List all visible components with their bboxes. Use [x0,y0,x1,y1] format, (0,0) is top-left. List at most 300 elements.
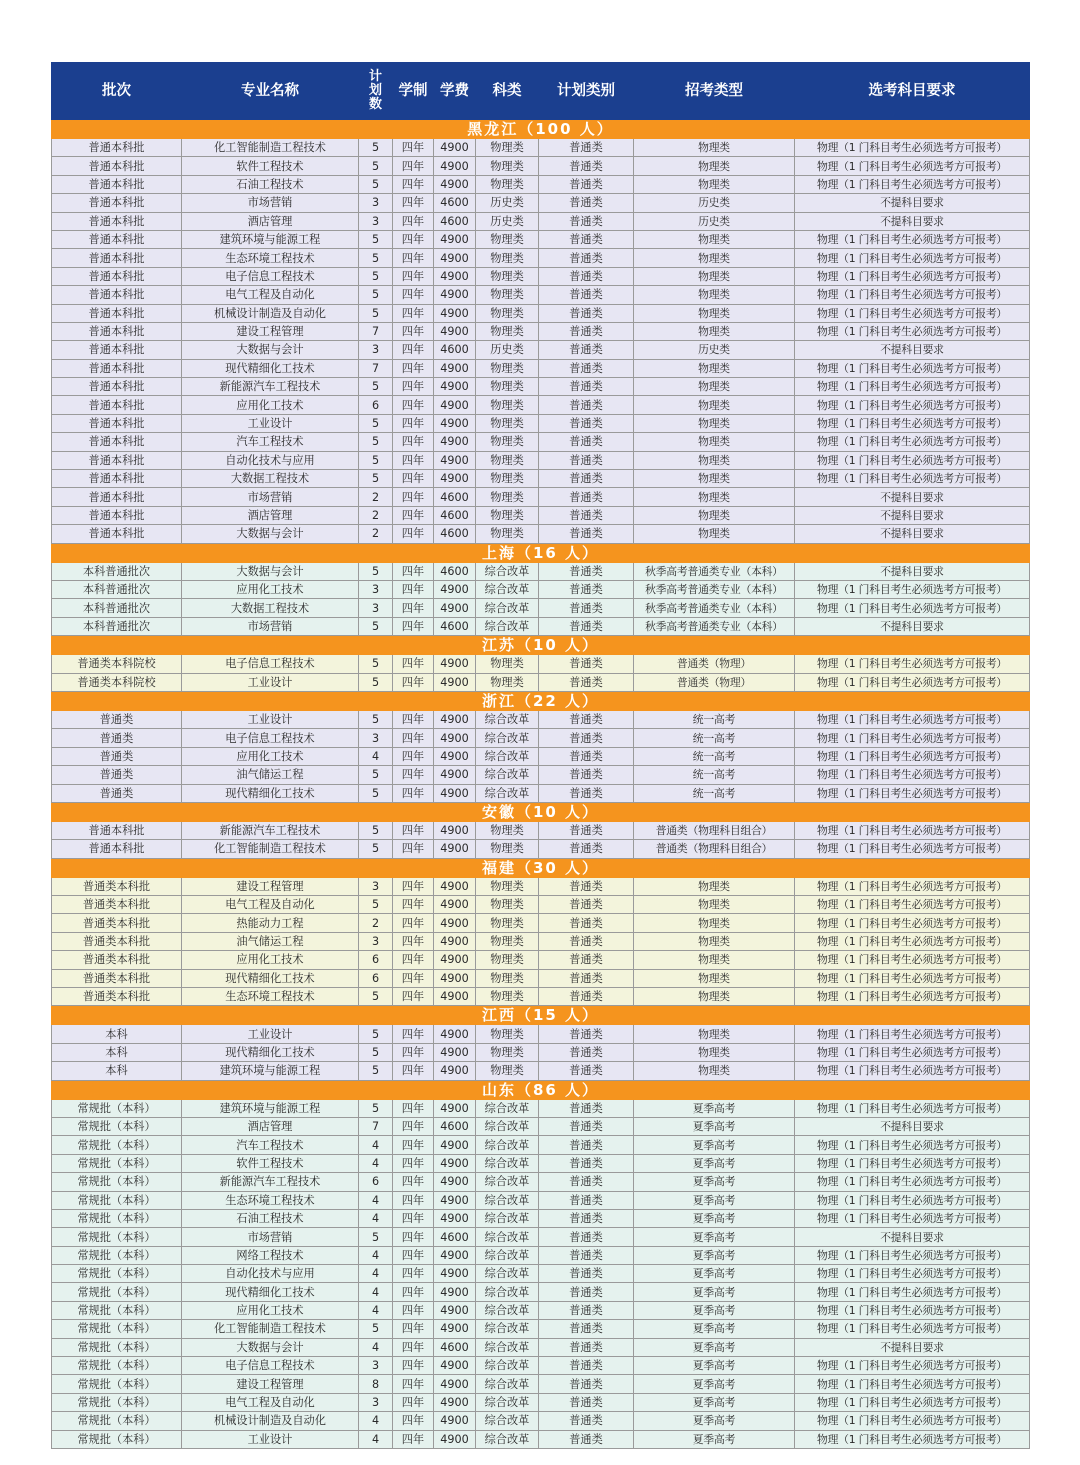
header-plan-count [359,63,393,120]
exam-type-cell: 物理类 [634,951,795,969]
exam-type-cell: 夏季高考 [634,1357,795,1375]
subject-category-cell: 物理类 [476,414,539,432]
plan-count-cell: 5 [359,139,393,157]
duration-cell: 四年 [393,470,434,488]
table-row [52,729,1030,747]
table-row [52,267,1030,285]
subject-category-cell: 物理类 [476,230,539,248]
batch-cell: 普通本科批 [52,821,182,839]
exam-type-cell: 物理类 [634,1043,795,1061]
tuition-cell: 4900 [434,821,476,839]
table-row [52,821,1030,839]
batch-cell: 常规批（本科） [52,1393,182,1411]
subject-requirement-cell: 物理（1 门科目考生必须选考方可报考） [795,1320,1030,1338]
table-row [52,951,1030,969]
batch-cell: 普通本科批 [52,212,182,230]
batch-cell: 普通本科批 [52,433,182,451]
subject-category-cell: 综合改革 [476,1117,539,1135]
province-title: 江苏（10 人） [52,636,1030,655]
plan-category-cell: 普通类 [539,747,634,765]
major-cell: 现代精细化工技术 [182,784,359,802]
table-row [52,488,1030,506]
exam-type-cell: 物理类 [634,359,795,377]
subject-requirement-cell: 物理（1 门科目考生必须选考方可报考） [795,1062,1030,1080]
subject-requirement-cell: 不提科目要求 [795,1338,1030,1356]
table-row [52,562,1030,580]
batch-cell: 常规批（本科） [52,1191,182,1209]
exam-type-cell: 夏季高考 [634,1320,795,1338]
subject-category-cell: 综合改革 [476,1154,539,1172]
batch-cell: 常规批（本科） [52,1430,182,1448]
tuition-cell: 4900 [434,157,476,175]
table-row [52,580,1030,598]
duration-cell: 四年 [393,378,434,396]
subject-category-cell: 综合改革 [476,1357,539,1375]
major-cell: 市场营销 [182,194,359,212]
plan-category-cell: 普通类 [539,1283,634,1301]
plan-category-cell: 普通类 [539,1430,634,1448]
exam-type-cell: 物理类 [634,175,795,193]
duration-cell: 四年 [393,673,434,691]
plan-count-cell: 4 [359,1154,393,1172]
duration-cell: 四年 [393,1117,434,1135]
plan-category-cell: 普通类 [539,1062,634,1080]
major-cell: 新能源汽车工程技术 [182,1173,359,1191]
plan-category-cell: 普通类 [539,1228,634,1246]
exam-type-cell: 夏季高考 [634,1209,795,1227]
plan-count-cell: 4 [359,1412,393,1430]
table-row [52,673,1030,691]
subject-category-cell: 物理类 [476,914,539,932]
plan-category-cell: 普通类 [539,414,634,432]
subject-category-cell: 物理类 [476,932,539,950]
tuition-cell: 4900 [434,877,476,895]
plan-category-cell: 普通类 [539,1209,634,1227]
plan-category-cell: 普通类 [539,673,634,691]
batch-cell: 常规批（本科） [52,1320,182,1338]
table-row [52,1393,1030,1411]
table-row [52,1099,1030,1117]
plan-count-cell: 4 [359,1191,393,1209]
subject-requirement-cell: 物理（1 门科目考生必须选考方可报考） [795,1357,1030,1375]
major-cell: 工业设计 [182,1025,359,1043]
tuition-cell: 4600 [434,506,476,524]
tuition-cell: 4900 [434,655,476,673]
subject-category-cell: 综合改革 [476,1430,539,1448]
duration-cell: 四年 [393,580,434,598]
batch-cell: 普通本科批 [52,194,182,212]
plan-count-cell: 5 [359,655,393,673]
major-cell: 生态环境工程技术 [182,1191,359,1209]
plan-category-cell: 普通类 [539,433,634,451]
batch-cell: 普通类 [52,766,182,784]
province-header-row [52,636,1030,655]
batch-cell: 普通本科批 [52,506,182,524]
plan-count-cell: 3 [359,580,393,598]
plan-count-cell: 4 [359,1283,393,1301]
plan-category-cell: 普通类 [539,821,634,839]
duration-cell: 四年 [393,286,434,304]
tuition-cell: 4600 [434,212,476,230]
plan-count-cell: 5 [359,821,393,839]
plan-count-cell: 5 [359,157,393,175]
plan-category-cell: 普通类 [539,212,634,230]
plan-count-cell: 4 [359,1338,393,1356]
batch-cell: 普通本科批 [52,286,182,304]
exam-type-cell: 夏季高考 [634,1191,795,1209]
exam-type-cell: 夏季高考 [634,1412,795,1430]
plan-count-cell: 5 [359,988,393,1006]
tuition-cell: 4900 [434,1062,476,1080]
duration-cell: 四年 [393,1338,434,1356]
plan-category-cell: 普通类 [539,175,634,193]
tuition-cell: 4900 [434,988,476,1006]
table-row [52,304,1030,322]
batch-cell: 普通本科批 [52,451,182,469]
exam-type-cell: 普通类（物理科目组合） [634,821,795,839]
major-cell: 建设工程管理 [182,322,359,340]
duration-cell: 四年 [393,896,434,914]
tuition-cell: 4900 [434,710,476,728]
duration-cell: 四年 [393,1228,434,1246]
province-header-row [52,543,1030,562]
subject-category-cell: 综合改革 [476,1173,539,1191]
duration-cell: 四年 [393,396,434,414]
subject-category-cell: 物理类 [476,175,539,193]
exam-type-cell: 秋季高考普通类专业（本科） [634,599,795,617]
plan-count-cell: 5 [359,617,393,635]
batch-cell: 常规批（本科） [52,1412,182,1430]
table-row [52,766,1030,784]
plan-count-cell: 5 [359,304,393,322]
batch-cell: 常规批（本科） [52,1209,182,1227]
province-title: 浙江（22 人） [52,691,1030,710]
batch-cell: 常规批（本科） [52,1283,182,1301]
major-cell: 市场营销 [182,488,359,506]
plan-count-cell: 5 [359,286,393,304]
subject-requirement-cell: 物理（1 门科目考生必须选考方可报考） [795,988,1030,1006]
major-cell: 市场营销 [182,1228,359,1246]
subject-requirement-cell: 物理（1 门科目考生必须选考方可报考） [795,1412,1030,1430]
tuition-cell: 4900 [434,1099,476,1117]
tuition-cell: 4900 [434,267,476,285]
tuition-cell: 4900 [434,359,476,377]
subject-requirement-cell: 不提科目要求 [795,617,1030,635]
exam-type-cell: 夏季高考 [634,1375,795,1393]
plan-category-cell: 普通类 [539,599,634,617]
plan-category-cell: 普通类 [539,488,634,506]
subject-requirement-cell: 物理（1 门科目考生必须选考方可报考） [795,470,1030,488]
tuition-cell: 4900 [434,914,476,932]
plan-count-cell: 5 [359,230,393,248]
subject-category-cell: 物理类 [476,359,539,377]
tuition-cell: 4900 [434,1025,476,1043]
plan-count-cell: 2 [359,506,393,524]
duration-cell: 四年 [393,451,434,469]
tuition-cell: 4900 [434,1430,476,1448]
major-cell: 应用化工技术 [182,580,359,598]
major-cell: 化工智能制造工程技术 [182,139,359,157]
duration-cell: 四年 [393,655,434,673]
batch-cell: 本科普通批次 [52,580,182,598]
duration-cell: 四年 [393,969,434,987]
plan-count-cell: 5 [359,710,393,728]
exam-type-cell: 夏季高考 [634,1283,795,1301]
duration-cell: 四年 [393,1265,434,1283]
subject-category-cell: 物理类 [476,396,539,414]
major-cell: 汽车工程技术 [182,433,359,451]
major-cell: 现代精细化工技术 [182,1043,359,1061]
subject-requirement-cell: 物理（1 门科目考生必须选考方可报考） [795,1301,1030,1319]
subject-category-cell: 物理类 [476,488,539,506]
plan-count-cell: 4 [359,747,393,765]
plan-category-cell: 普通类 [539,1117,634,1135]
batch-cell: 普通类 [52,729,182,747]
subject-requirement-cell: 物理（1 门科目考生必须选考方可报考） [795,1154,1030,1172]
major-cell: 汽车工程技术 [182,1136,359,1154]
tuition-cell: 4900 [434,451,476,469]
major-cell: 工业设计 [182,414,359,432]
batch-cell: 普通类 [52,784,182,802]
plan-category-cell: 普通类 [539,286,634,304]
plan-category-cell: 普通类 [539,194,634,212]
exam-type-cell: 夏季高考 [634,1246,795,1264]
subject-requirement-cell: 物理（1 门科目考生必须选考方可报考） [795,1393,1030,1411]
subject-requirement-cell: 物理（1 门科目考生必须选考方可报考） [795,580,1030,598]
duration-cell: 四年 [393,194,434,212]
tuition-cell: 4900 [434,1043,476,1061]
table-row [52,1025,1030,1043]
tuition-cell: 4900 [434,599,476,617]
subject-requirement-cell: 不提科目要求 [795,212,1030,230]
province-header-row [52,1080,1030,1099]
subject-category-cell: 物理类 [476,840,539,858]
major-cell: 工业设计 [182,710,359,728]
province-title: 上海（16 人） [52,543,1030,562]
subject-category-cell: 物理类 [476,655,539,673]
plan-category-cell: 普通类 [539,1191,634,1209]
province-header-row [52,691,1030,710]
exam-type-cell: 物理类 [634,451,795,469]
batch-cell: 普通本科批 [52,378,182,396]
exam-type-cell: 夏季高考 [634,1136,795,1154]
exam-type-cell: 历史类 [634,212,795,230]
province-header-row [52,120,1030,139]
tuition-cell: 4600 [434,525,476,543]
table-row [52,433,1030,451]
exam-type-cell: 物理类 [634,1062,795,1080]
plan-count-cell: 3 [359,194,393,212]
plan-count-cell: 5 [359,1025,393,1043]
plan-category-cell: 普通类 [539,969,634,987]
tuition-cell: 4900 [434,673,476,691]
batch-cell: 常规批（本科） [52,1265,182,1283]
major-cell: 电子信息工程技术 [182,655,359,673]
subject-requirement-cell: 物理（1 门科目考生必须选考方可报考） [795,1265,1030,1283]
major-cell: 电气工程及自动化 [182,1393,359,1411]
major-cell: 现代精细化工技术 [182,969,359,987]
tuition-cell: 4900 [434,1320,476,1338]
batch-cell: 本科 [52,1025,182,1043]
plan-category-cell: 普通类 [539,1375,634,1393]
table-row [52,988,1030,1006]
duration-cell: 四年 [393,488,434,506]
plan-count-cell: 7 [359,1117,393,1135]
exam-type-cell: 统一高考 [634,729,795,747]
duration-cell: 四年 [393,212,434,230]
subject-requirement-cell: 不提科目要求 [795,341,1030,359]
subject-requirement-cell: 物理（1 门科目考生必须选考方可报考） [795,655,1030,673]
subject-category-cell: 物理类 [476,506,539,524]
subject-requirement-cell: 物理（1 门科目考生必须选考方可报考） [795,249,1030,267]
subject-category-cell: 综合改革 [476,1320,539,1338]
duration-cell: 四年 [393,414,434,432]
tuition-cell: 4600 [434,617,476,635]
duration-cell: 四年 [393,230,434,248]
plan-count-cell: 3 [359,877,393,895]
tuition-cell: 4900 [434,1209,476,1227]
major-cell: 应用化工技术 [182,1301,359,1319]
header-subject-requirement: 选考科目要求 [795,63,1030,120]
tuition-cell: 4900 [434,1283,476,1301]
subject-category-cell: 历史类 [476,212,539,230]
subject-requirement-cell: 物理（1 门科目考生必须选考方可报考） [795,969,1030,987]
duration-cell: 四年 [393,599,434,617]
batch-cell: 常规批（本科） [52,1301,182,1319]
subject-category-cell: 综合改革 [476,1393,539,1411]
plan-category-cell: 普通类 [539,341,634,359]
plan-category-cell: 普通类 [539,1320,634,1338]
duration-cell: 四年 [393,951,434,969]
province-header-row [52,858,1030,877]
subject-category-cell: 物理类 [476,1043,539,1061]
subject-category-cell: 综合改革 [476,747,539,765]
major-cell: 新能源汽车工程技术 [182,378,359,396]
subject-category-cell: 综合改革 [476,1136,539,1154]
exam-type-cell: 物理类 [634,488,795,506]
batch-cell: 普通本科批 [52,359,182,377]
duration-cell: 四年 [393,729,434,747]
table-row [52,378,1030,396]
subject-category-cell: 物理类 [476,969,539,987]
duration-cell: 四年 [393,1412,434,1430]
subject-requirement-cell: 物理（1 门科目考生必须选考方可报考） [795,378,1030,396]
tuition-cell: 4900 [434,1393,476,1411]
exam-type-cell: 物理类 [634,414,795,432]
duration-cell: 四年 [393,1099,434,1117]
exam-type-cell: 物理类 [634,267,795,285]
subject-category-cell: 物理类 [476,896,539,914]
subject-category-cell: 物理类 [476,286,539,304]
subject-category-cell: 综合改革 [476,710,539,728]
duration-cell: 四年 [393,562,434,580]
major-cell: 化工智能制造工程技术 [182,1320,359,1338]
subject-requirement-cell: 物理（1 门科目考生必须选考方可报考） [795,414,1030,432]
subject-category-cell: 物理类 [476,433,539,451]
plan-count-cell: 5 [359,249,393,267]
batch-cell: 普通本科批 [52,414,182,432]
plan-category-cell: 普通类 [539,655,634,673]
major-cell: 大数据工程技术 [182,599,359,617]
duration-cell: 四年 [393,1043,434,1061]
table-row [52,1062,1030,1080]
duration-cell: 四年 [393,175,434,193]
exam-type-cell: 历史类 [634,194,795,212]
exam-type-cell: 物理类 [634,932,795,950]
plan-category-cell: 普通类 [539,359,634,377]
duration-cell: 四年 [393,914,434,932]
table-row [52,1136,1030,1154]
batch-cell: 普通类本科批 [52,969,182,987]
plan-count-cell: 4 [359,1136,393,1154]
table-row [52,1209,1030,1227]
plan-category-cell: 普通类 [539,1412,634,1430]
exam-type-cell: 夏季高考 [634,1228,795,1246]
subject-category-cell: 物理类 [476,1025,539,1043]
plan-count-cell: 3 [359,1393,393,1411]
subject-category-cell: 物理类 [476,470,539,488]
subject-requirement-cell: 物理（1 门科目考生必须选考方可报考） [795,175,1030,193]
duration-cell: 四年 [393,304,434,322]
batch-cell: 普通类本科批 [52,914,182,932]
plan-count-cell: 4 [359,1301,393,1319]
exam-type-cell: 夏季高考 [634,1301,795,1319]
major-cell: 大数据与会计 [182,525,359,543]
plan-count-cell: 2 [359,914,393,932]
subject-category-cell: 历史类 [476,341,539,359]
subject-requirement-cell: 不提科目要求 [795,506,1030,524]
subject-category-cell: 物理类 [476,157,539,175]
table-row [52,1338,1030,1356]
table-row [52,396,1030,414]
major-cell: 建筑环境与能源工程 [182,1099,359,1117]
plan-count-cell: 5 [359,766,393,784]
table-row [52,710,1030,728]
major-cell: 电子信息工程技术 [182,729,359,747]
subject-category-cell: 物理类 [476,304,539,322]
subject-requirement-cell: 物理（1 门科目考生必须选考方可报考） [795,1191,1030,1209]
plan-count-cell: 5 [359,1062,393,1080]
exam-type-cell: 物理类 [634,525,795,543]
subject-category-cell: 综合改革 [476,1375,539,1393]
table-row [52,1283,1030,1301]
table-row [52,249,1030,267]
batch-cell: 普通本科批 [52,249,182,267]
subject-requirement-cell: 物理（1 门科目考生必须选考方可报考） [795,599,1030,617]
exam-type-cell: 夏季高考 [634,1117,795,1135]
subject-category-cell: 综合改革 [476,1209,539,1227]
batch-cell: 普通本科批 [52,488,182,506]
table-row [52,969,1030,987]
subject-category-cell: 物理类 [476,951,539,969]
province-title: 山东（86 人） [52,1080,1030,1099]
tuition-cell: 4600 [434,488,476,506]
subject-requirement-cell: 物理（1 门科目考生必须选考方可报考） [795,1099,1030,1117]
subject-requirement-cell: 不提科目要求 [795,1117,1030,1135]
duration-cell: 四年 [393,1191,434,1209]
duration-cell: 四年 [393,1173,434,1191]
major-cell: 软件工程技术 [182,157,359,175]
tuition-cell: 4600 [434,194,476,212]
subject-requirement-cell: 物理（1 门科目考生必须选考方可报考） [795,784,1030,802]
major-cell: 电气工程及自动化 [182,896,359,914]
table-row [52,341,1030,359]
exam-type-cell: 夏季高考 [634,1173,795,1191]
subject-category-cell: 综合改革 [476,1283,539,1301]
plan-count-cell: 5 [359,673,393,691]
batch-cell: 常规批（本科） [52,1117,182,1135]
duration-cell: 四年 [393,1430,434,1448]
